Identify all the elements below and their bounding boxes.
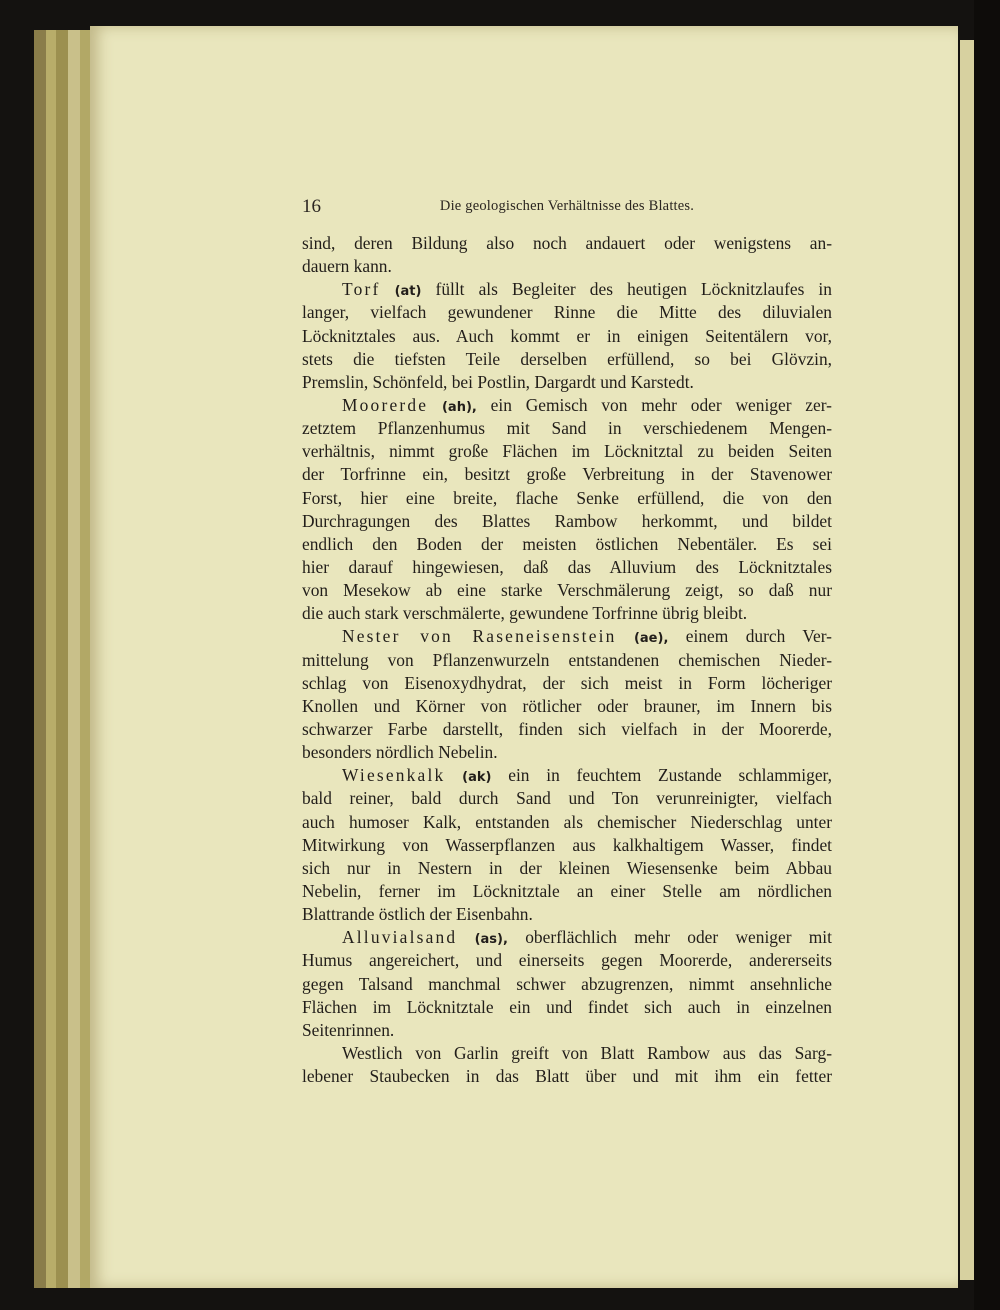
- text-line: Knollen und Körner von rötlicher oder brauner, im Innern bis: [302, 695, 832, 716]
- text-line: stets die tiefsten Teile derselben erfüllend, so bei Glövzin,: [302, 348, 832, 369]
- map-symbol: (ah),: [441, 399, 477, 415]
- text-line: mittelung von Pflanzenwurzeln entstandenen chemischen Nieder-: [302, 649, 832, 670]
- lead-term: Wiesenkalk: [342, 765, 446, 786]
- book-cover-edge: [974, 0, 1000, 1310]
- text-line: Mitwirkung von Wasserpflanzen aus kalkhaltigem Wasser, findet: [302, 834, 832, 855]
- text-line: gegen Talsand manchmal schwer abzugrenzen, nimmt ansehnliche: [302, 973, 832, 994]
- text-line: Westlich von Garlin greift von Blatt Rambow aus das Sarg-: [342, 1042, 832, 1063]
- text-line: auch humoser Kalk, entstanden als chemischer Niederschlag unter: [302, 811, 832, 832]
- map-symbol: (ae),: [633, 631, 669, 647]
- text-line: Seitenrinnen.: [302, 1019, 395, 1040]
- paragraph: [302, 625, 832, 764]
- text-line: Durchragungen des Blattes Rambow herkommt, und bildet: [302, 510, 832, 531]
- running-title: Die geologischen Verhältnisse des Blattes.: [439, 198, 695, 214]
- text-line: schlag von Eisenoxydhydrat, der sich meist in Form löcheriger: [302, 672, 832, 693]
- text-line: von Mesekow ab eine starke Verschmälerung zeigt, so daß nur: [302, 580, 832, 601]
- line-text: oberflächlich mehr oder weniger mit: [525, 927, 832, 948]
- text-line: Blattrande östlich der Eisenbahn.: [302, 904, 533, 925]
- text-line: der Torfrinne ein, besitzt große Verbreitung in der Stavenower: [302, 464, 832, 485]
- lead-term: Moorerde: [342, 394, 429, 415]
- text-line: bald reiner, bald durch Sand und Ton verunreinigter, vielfach: [302, 788, 832, 809]
- map-symbol: (as),: [474, 932, 508, 948]
- text-line: sich nur in Nestern in der kleinen Wiesensenke beim Abbau: [302, 857, 832, 878]
- text-line: Forst, hier eine breite, flache Senke erfüllend, die von den: [302, 487, 832, 508]
- page-edge: [46, 30, 56, 1288]
- text-line: endlich den Boden der meisten östlichen Nebentäler. Es sei: [302, 533, 832, 554]
- text-line: dauern kann.: [302, 256, 392, 277]
- text-line: [302, 625, 832, 648]
- page-edge: [68, 30, 80, 1288]
- text-line: hier darauf hingewiesen, daß das Alluvium des Löcknitztales: [302, 556, 832, 577]
- line-text: füllt als Begleiter des heutigen Löcknitzlaufes in: [435, 279, 832, 300]
- map-symbol: (at): [394, 284, 422, 300]
- paragraph: [302, 926, 832, 1042]
- text-line: zetztem Pflanzenhumus mit Sand in verschiedenem Mengen-: [302, 418, 832, 439]
- page-edge: [56, 30, 68, 1288]
- paragraph: [302, 278, 832, 394]
- line-text: einem durch Ver-: [685, 626, 832, 647]
- page-edge: [34, 30, 46, 1288]
- page-header: [302, 196, 832, 218]
- page-number: 16: [302, 196, 321, 217]
- text-line: besonders nördlich Nebelin.: [302, 742, 498, 763]
- text-line: [302, 278, 832, 301]
- text-line: [302, 764, 832, 787]
- text-line: langer, vielfach gewundener Rinne die Mitte des diluvialen: [302, 302, 832, 323]
- text-line: Premslin, Schönfeld, bei Postlin, Dargardt und Karstedt.: [302, 371, 694, 392]
- text-line: verhältnis, nimmt große Flächen im Löcknitztal zu beiden Seiten: [302, 441, 832, 462]
- map-symbol: (ak): [462, 770, 492, 786]
- text-line: [302, 926, 832, 949]
- paragraph: [302, 764, 832, 926]
- text-line: Humus angereichert, und einerseits gegen Moorerde, andererseits: [302, 950, 832, 971]
- lead-term: Torf: [342, 279, 381, 300]
- lead-term: Nester von Raseneisenstein: [342, 626, 617, 647]
- paragraph: [302, 1042, 832, 1088]
- text-line: [302, 394, 832, 417]
- text-line: die auch stark verschmälerte, gewundene Torfrinne übrig bleibt.: [302, 603, 748, 624]
- text-line: Nebelin, ferner im Löcknitztale an einer Stelle am nördlichen: [302, 880, 832, 901]
- line-text: ein in feuchtem Zustande schlammiger,: [508, 765, 832, 786]
- paragraph: [302, 232, 832, 278]
- text-line: Flächen im Löcknitztale ein und findet sich auch in einzelnen: [302, 996, 832, 1017]
- paragraph: [302, 394, 832, 625]
- next-page-edge: [960, 40, 974, 1280]
- line-text: ein Gemisch von mehr oder weniger zer-: [490, 394, 832, 415]
- body-text: [302, 232, 832, 1088]
- text-line: schwarzer Farbe darstellt, finden sich vielfach in der Moorerde,: [302, 718, 832, 739]
- text-line: sind, deren Bildung also noch andauert oder wenigstens an-: [302, 233, 832, 253]
- text-line: lebener Staubecken in das Blatt über und mit ihm ein fetter: [302, 1066, 832, 1087]
- text-line: Löcknitztales aus. Auch kommt er in einigen Seitentälern vor,: [302, 325, 832, 346]
- lead-term: Alluvialsand: [342, 927, 458, 948]
